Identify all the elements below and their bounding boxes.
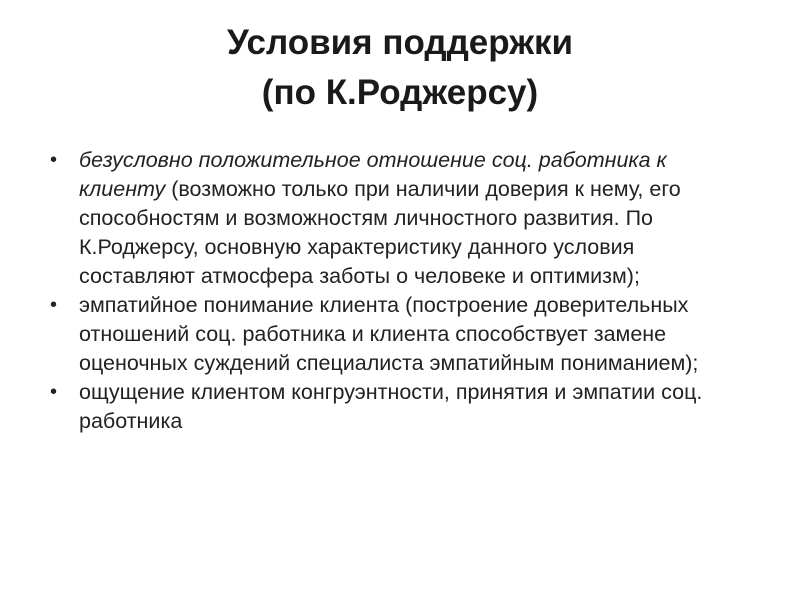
- bullet-marker: •: [50, 294, 58, 316]
- bullet-marker: •: [50, 381, 58, 403]
- bullet-italic-text-1: безусловно положительное отношение соц. работника к клиенту: [79, 148, 667, 201]
- bullet-plain-text-3: ощущение клиентом конгруэнтности, принятия и эмпатии соц. работника: [79, 380, 703, 433]
- bullet-list: [50, 146, 740, 436]
- bullet-item-3: [50, 378, 740, 436]
- slide-title: [0, 18, 800, 118]
- bullet-text-3: [79, 378, 740, 436]
- title-line-2: (по К.Роджерсу): [261, 73, 539, 112]
- bullet-item-1: [50, 146, 740, 291]
- bullet-marker: •: [50, 149, 58, 171]
- title-line-1: Условия поддержки: [226, 23, 574, 62]
- bullet-plain-text-1: (возможно только при наличии доверия к нему, его способностям и возможностям личностного развития. По К.Роджерсу, основную характеристику данного условия составляют атмосфера заботы о человеке и оптимизм);: [79, 177, 681, 288]
- bullet-plain-text-2: эмпатийное понимание клиента (построение доверительных отношений соц. работника и клиента способствует замене оценочных суждений специалиста эмпатийным пониманием);: [79, 293, 699, 375]
- bullet-text-1: [79, 146, 740, 291]
- bullet-item-2: [50, 291, 740, 378]
- bullet-text-2: [79, 291, 740, 378]
